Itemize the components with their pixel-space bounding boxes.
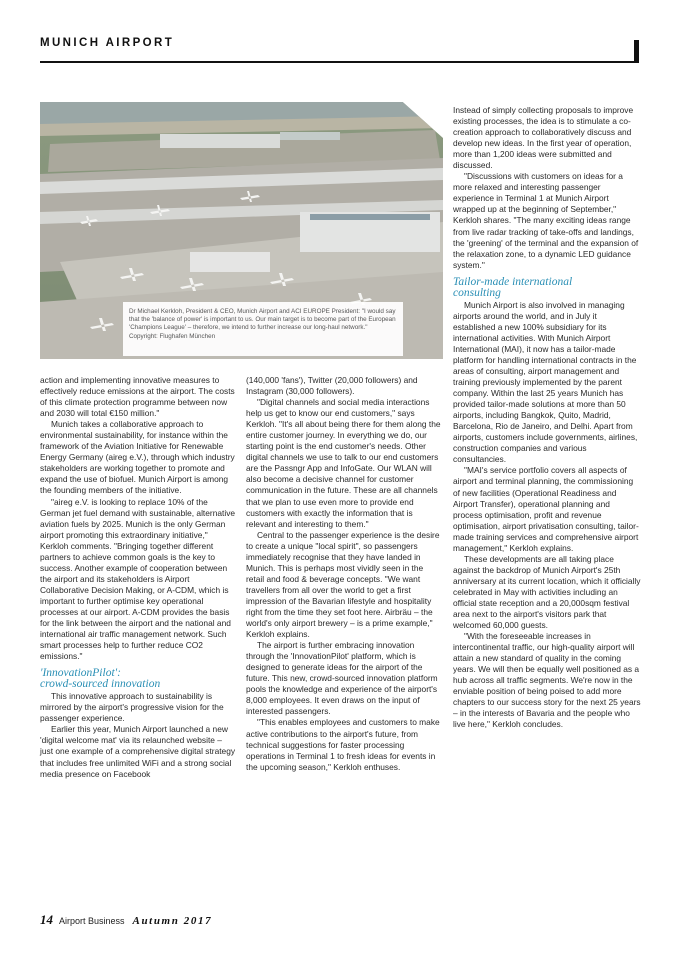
paragraph: "MAI's service portfolio covers all aspects of airport and terminal planning, the commissioning of new facilities (Operational Readiness and Airport Transfer), operational planning and process optimisation, profit and revenue optimisation, airport privatisation consulting, tailor-made training services and comprehensive airport management," Kerkloh explains. (453, 465, 639, 553)
subheading-line: consulting (453, 286, 501, 299)
subheading-line: 'InnovationPilot': (40, 667, 121, 680)
paragraph: These developments are all taking place against the backdrop of Munich Airport's 25th anniversary at its current location, which it officially celebrated in May with activities including an official state reception and a 20,000sqm festival area next to the airport's visitors park that welcomed 60,000 guests. (453, 553, 641, 631)
subheading-line: crowd-sourced innovation (40, 678, 161, 691)
subheading-line: Tailor-made international (453, 275, 573, 288)
column-1 (40, 375, 236, 780)
paragraph: This innovative approach to sustainability is mirrored by the airport's progressive vision for the passenger experience. (40, 691, 224, 724)
subheading-innovationpilot (40, 668, 236, 690)
paragraph: "This enables employees and customers to make active contributions to the airport's future, from technical suggestions for faster processing operations in Terminal 1 to fresh ideas for events in the upcoming season," Kerkloh enthuses. (246, 717, 440, 772)
paragraph: Munich takes a collaborative approach to environmental sustainability, for instance within the framework of the Aviation Initiative for Renewable Energy Germany (aireg e.V.), through which industry stakeholders are working together to promote and expand the use of biofuel. Munich Airport is among the founding members of the initiative. (40, 419, 235, 496)
header-tab-mark (634, 40, 639, 62)
paragraph: Instead of simply collecting proposals to improve existing processes, the idea is to stimulate a co-creation approach to collaboratively discuss and develop new ideas. In the first year of operation, more than 1,200 ideas were submitted and discussed. (453, 105, 634, 171)
paragraph: "With the foreseeable increases in intercontinental traffic, our high-quality airport will attain a new standard of quality in the coming years. We will then be equally well positioned as a hub across all traffic segments. We're now in the enviable position of being poised to add more chapters to our success story for the next 25 years – in the interests of Bavaria and the people who live here," Kerkloh concludes. (453, 631, 641, 730)
paragraph: "Digital channels and social media interactions help us get to know our end customers," says Kerkloh. "It's all about being there for them along the entire customer journey. In everything we do, our starting point is the end customer's needs. Other digital channels we use to talk to our end customers are the Passngr App and InfoGate. Our WLAN will also become a decisive channel for customer communication in the future. These are all channels that we plan to use even more to provide end customers with exactly the information that is relevant and interesting to them." (246, 397, 441, 529)
column-2 (246, 375, 442, 773)
paragraph: Munich Airport is also involved in managing airports around the world, and in July it established a new 100% subsidiary for its international activities. With Munich Airport International (MAI), it now has a tailor-made platform for handling international contracts in the areas of consulting, airport management and training previously implemented by the parent company. Within the last 25 years Munich has provided tailor-made solutions at more than 50 airports, including Bangkok, Quito, Madrid, Barcelona, Rio de Janeiro, and Delhi. Apart from airports, customers include governments, airlines, construction companies and various consultancies. (453, 299, 638, 465)
page-number: 14 (40, 912, 53, 927)
header-rule (40, 61, 639, 63)
page-footer (40, 912, 212, 928)
paragraph: Earlier this year, Munich Airport launched a new 'digital welcome mat' via its relaunched website – just one example of a comprehensive digital strategy that includes free unlimited WiFi and a strong social media presence on Facebook (40, 724, 236, 779)
running-header: MUNICH AIRPORT (40, 37, 175, 49)
issue-season: Autumn 2017 (132, 915, 213, 927)
column-3 (453, 105, 641, 731)
photo-caption: Dr Michael Kerkloh, President & CEO, Munich Airport and ACI EUROPE President: "I would say that the 'balance of power' is important to us. Our main target is to become part of the European 'Champions League' – therefore, we intend to further increase our long-haul network." Copyright: Flughafen München (123, 302, 403, 356)
paragraph: Central to the passenger experience is the desire to create a unique "local spirit", so passengers immediately recognise that they have landed in Munich. This is perhaps most vividly seen in the retail and food & beverage concepts. "We want travellers from all over the world to get a first impression of the Bavarian lifestyle and hospitality right from the time they set foot here. Airbräu – the world's only airport brewery – is a prime example," Kerkloh explains. (246, 529, 440, 640)
paragraph: "aireg e.V. is looking to replace 10% of the German jet fuel demand with sustainable, alternative aviation fuels by 2025. Munich is the only German airport promoting this extraordinary initiative," Kerkloh comments. "Bringing together different partners to achieve common goals is the key to success. Another example of cooperation between the airport and its stakeholders is Airport Collaborative Decision Making, or A-CDM, which is important to further optimise key operational processes at our airport. A-CDM provides the basis for the link between the airport and the national and international air traffic management network. Such smart processes help to further reduce CO2 emissions." (40, 496, 236, 662)
paragraph: "Discussions with customers on ideas for a more relaxed and interesting passenger experience in Terminal 1 at Munich Airport wrapped up at the beginning of September," Kerkloh shares. "The many exciting ideas range from live radar tracking of take-offs and landings, the 'greening' of the terminal and the expansion of the relaxation zone, to a dynamic LED guidance system." (453, 171, 639, 270)
subheading-consulting (453, 277, 641, 299)
paragraph: The airport is further embracing innovation through the 'InnovationPilot' platform, which is designed to generate ideas for the airport of the future. This new, crowd-sourced innovation platform pools the knowledge and experience of the airport's 8,000 employees. It even draws on the input of interested passengers. (246, 640, 438, 717)
paragraph: action and implementing innovative measures to effectively reduce emissions at the airport. The costs of this climate protection programme between now and 2030 will total €150 million." (40, 375, 235, 419)
publication-name: Airport Business (59, 916, 125, 926)
paragraph: (140,000 'fans'), Twitter (20,000 followers) and Instagram (30,000 followers). (246, 375, 418, 397)
